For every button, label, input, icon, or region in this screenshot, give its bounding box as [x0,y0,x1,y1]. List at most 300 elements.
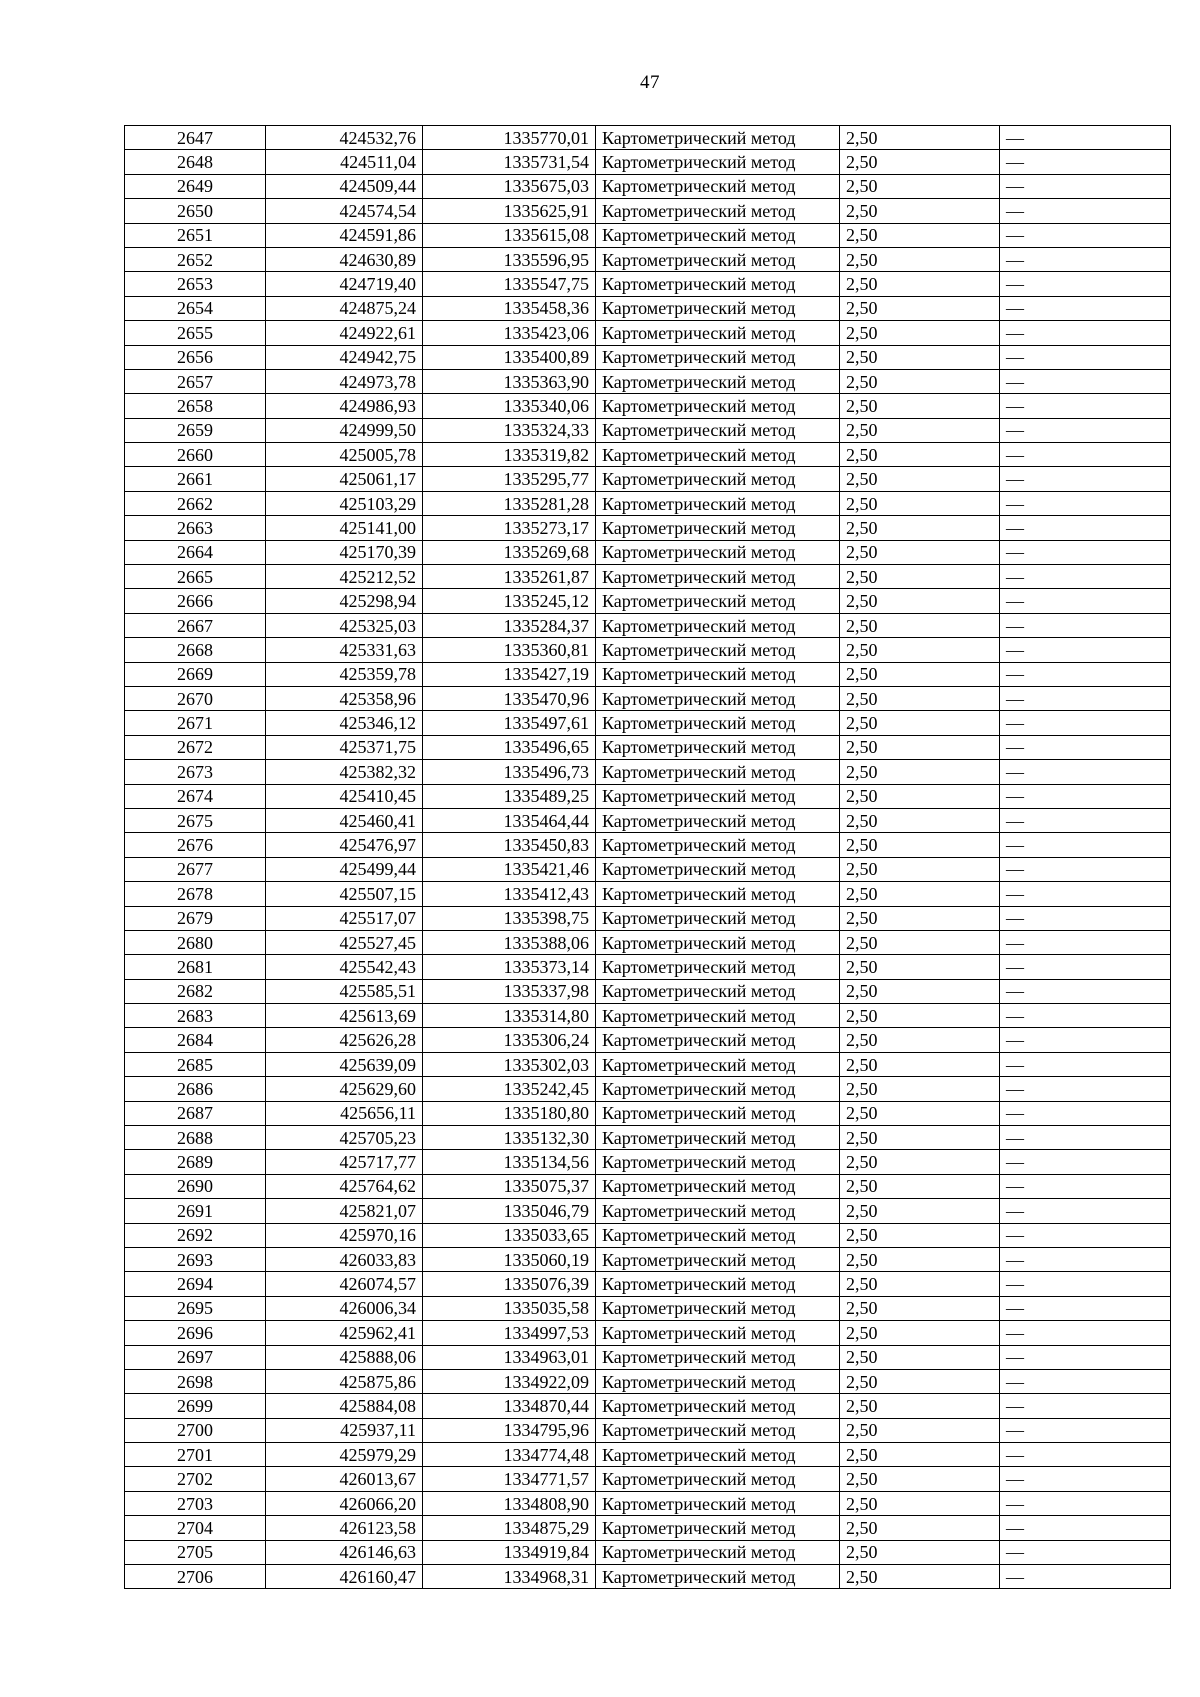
description-cell: — [1000,1150,1171,1174]
method-cell: Картометрический метод [596,126,840,150]
x-coordinate-cell: 425970,16 [266,1223,423,1247]
accuracy-cell: 2,50 [840,1077,1000,1101]
point-number-cell: 2683 [125,1004,266,1028]
accuracy-cell: 2,50 [840,199,1000,223]
y-coordinate-cell: 1335180,80 [423,1101,596,1125]
table-row [125,296,1171,320]
accuracy-cell: 2,50 [840,613,1000,637]
table-row [125,1394,1171,1418]
table-row [125,1321,1171,1345]
point-number-cell: 2653 [125,272,266,296]
accuracy-cell: 2,50 [840,174,1000,198]
accuracy-cell: 2,50 [840,516,1000,540]
table-row [125,247,1171,271]
point-number-cell: 2679 [125,906,266,930]
table-row [125,1418,1171,1442]
accuracy-cell: 2,50 [840,711,1000,735]
x-coordinate-cell: 426006,34 [266,1296,423,1320]
description-cell: — [1000,272,1171,296]
x-coordinate-cell: 425298,94 [266,589,423,613]
accuracy-cell: 2,50 [840,1491,1000,1515]
y-coordinate-cell: 1335337,98 [423,979,596,1003]
accuracy-cell: 2,50 [840,808,1000,832]
point-number-cell: 2668 [125,638,266,662]
description-cell: — [1000,1077,1171,1101]
description-cell: — [1000,735,1171,759]
description-cell: — [1000,784,1171,808]
y-coordinate-cell: 1335245,12 [423,589,596,613]
description-cell: — [1000,1101,1171,1125]
x-coordinate-cell: 425875,86 [266,1369,423,1393]
description-cell: — [1000,808,1171,832]
accuracy-cell: 2,50 [840,126,1000,150]
point-number-cell: 2647 [125,126,266,150]
table-row [125,1199,1171,1223]
table-row [125,784,1171,808]
method-cell: Картометрический метод [596,930,840,954]
x-coordinate-cell: 426066,20 [266,1491,423,1515]
y-coordinate-cell: 1335314,80 [423,1004,596,1028]
table-row [125,808,1171,832]
x-coordinate-cell: 425884,08 [266,1394,423,1418]
y-coordinate-cell: 1335731,54 [423,150,596,174]
point-number-cell: 2692 [125,1223,266,1247]
x-coordinate-cell: 424574,54 [266,199,423,223]
x-coordinate-cell: 425460,41 [266,808,423,832]
x-coordinate-cell: 424999,50 [266,418,423,442]
table-row [125,833,1171,857]
accuracy-cell: 2,50 [840,1321,1000,1345]
method-cell: Картометрический метод [596,1004,840,1028]
y-coordinate-cell: 1335489,25 [423,784,596,808]
x-coordinate-cell: 425979,29 [266,1443,423,1467]
table-row [125,1345,1171,1369]
accuracy-cell: 2,50 [840,150,1000,174]
table-row [125,174,1171,198]
method-cell: Картометрический метод [596,1150,840,1174]
table-row [125,272,1171,296]
table-row [125,930,1171,954]
accuracy-cell: 2,50 [840,930,1000,954]
y-coordinate-cell: 1335360,81 [423,638,596,662]
y-coordinate-cell: 1334870,44 [423,1394,596,1418]
x-coordinate-cell: 425527,45 [266,930,423,954]
method-cell: Картометрический метод [596,735,840,759]
accuracy-cell: 2,50 [840,1394,1000,1418]
description-cell: — [1000,1174,1171,1198]
y-coordinate-cell: 1335497,61 [423,711,596,735]
accuracy-cell: 2,50 [840,394,1000,418]
table-row [125,1004,1171,1028]
accuracy-cell: 2,50 [840,540,1000,564]
y-coordinate-cell: 1335284,37 [423,613,596,637]
x-coordinate-cell: 425346,12 [266,711,423,735]
x-coordinate-cell: 425542,43 [266,955,423,979]
description-cell: — [1000,199,1171,223]
method-cell: Картометрический метод [596,1028,840,1052]
table-row [125,1101,1171,1125]
y-coordinate-cell: 1335269,68 [423,540,596,564]
y-coordinate-cell: 1335458,36 [423,296,596,320]
method-cell: Картометрический метод [596,516,840,540]
table-row [125,1443,1171,1467]
point-number-cell: 2680 [125,930,266,954]
y-coordinate-cell: 1335423,06 [423,321,596,345]
table-row [125,662,1171,686]
x-coordinate-cell: 425499,44 [266,857,423,881]
description-cell: — [1000,174,1171,198]
accuracy-cell: 2,50 [840,1052,1000,1076]
x-coordinate-cell: 425585,51 [266,979,423,1003]
point-number-cell: 2676 [125,833,266,857]
accuracy-cell: 2,50 [840,1223,1000,1247]
accuracy-cell: 2,50 [840,345,1000,369]
method-cell: Картометрический метод [596,199,840,223]
table-row [125,1516,1171,1540]
description-cell: — [1000,467,1171,491]
accuracy-cell: 2,50 [840,1345,1000,1369]
method-cell: Картометрический метод [596,638,840,662]
table-row [125,589,1171,613]
description-cell: — [1000,979,1171,1003]
page-number: 47 [640,72,660,93]
method-cell: Картометрический метод [596,1345,840,1369]
y-coordinate-cell: 1334875,29 [423,1516,596,1540]
method-cell: Картометрический метод [596,1540,840,1564]
table-row [125,1296,1171,1320]
y-coordinate-cell: 1335132,30 [423,1126,596,1150]
method-cell: Картометрический метод [596,1565,840,1589]
accuracy-cell: 2,50 [840,1272,1000,1296]
accuracy-cell: 2,50 [840,638,1000,662]
description-cell: — [1000,1004,1171,1028]
method-cell: Картометрический метод [596,394,840,418]
description-cell: — [1000,1540,1171,1564]
point-number-cell: 2655 [125,321,266,345]
method-cell: Картометрический метод [596,565,840,589]
method-cell: Картометрический метод [596,1443,840,1467]
accuracy-cell: 2,50 [840,1199,1000,1223]
x-coordinate-cell: 425382,32 [266,760,423,784]
table-row [125,345,1171,369]
accuracy-cell: 2,50 [840,272,1000,296]
table-row [125,1126,1171,1150]
x-coordinate-cell: 424591,86 [266,223,423,247]
description-cell: — [1000,1369,1171,1393]
x-coordinate-cell: 425639,09 [266,1052,423,1076]
accuracy-cell: 2,50 [840,589,1000,613]
y-coordinate-cell: 1334919,84 [423,1540,596,1564]
accuracy-cell: 2,50 [840,1443,1000,1467]
accuracy-cell: 2,50 [840,1174,1000,1198]
table-row [125,882,1171,906]
y-coordinate-cell: 1334808,90 [423,1491,596,1515]
description-cell: — [1000,930,1171,954]
x-coordinate-cell: 425358,96 [266,686,423,710]
table-row [125,906,1171,930]
x-coordinate-cell: 425005,78 [266,443,423,467]
point-number-cell: 2670 [125,686,266,710]
point-number-cell: 2662 [125,491,266,515]
table-row [125,540,1171,564]
method-cell: Картометрический метод [596,1418,840,1442]
point-number-cell: 2661 [125,467,266,491]
y-coordinate-cell: 1335625,91 [423,199,596,223]
method-cell: Картометрический метод [596,979,840,1003]
point-number-cell: 2686 [125,1077,266,1101]
description-cell: — [1000,1223,1171,1247]
x-coordinate-cell: 425962,41 [266,1321,423,1345]
description-cell: — [1000,1443,1171,1467]
point-number-cell: 2666 [125,589,266,613]
point-number-cell: 2650 [125,199,266,223]
point-number-cell: 2673 [125,760,266,784]
y-coordinate-cell: 1335675,03 [423,174,596,198]
accuracy-cell: 2,50 [840,1565,1000,1589]
x-coordinate-cell: 425331,63 [266,638,423,662]
point-number-cell: 2654 [125,296,266,320]
description-cell: — [1000,1272,1171,1296]
accuracy-cell: 2,50 [840,1418,1000,1442]
description-cell: — [1000,565,1171,589]
y-coordinate-cell: 1335450,83 [423,833,596,857]
table-row [125,1565,1171,1589]
accuracy-cell: 2,50 [840,1028,1000,1052]
method-cell: Картометрический метод [596,321,840,345]
x-coordinate-cell: 425507,15 [266,882,423,906]
accuracy-cell: 2,50 [840,443,1000,467]
table-row [125,760,1171,784]
y-coordinate-cell: 1335615,08 [423,223,596,247]
x-coordinate-cell: 426074,57 [266,1272,423,1296]
description-cell: — [1000,711,1171,735]
description-cell: — [1000,1516,1171,1540]
x-coordinate-cell: 425629,60 [266,1077,423,1101]
x-coordinate-cell: 424973,78 [266,369,423,393]
y-coordinate-cell: 1335261,87 [423,565,596,589]
point-number-cell: 2682 [125,979,266,1003]
table-row [125,1247,1171,1271]
x-coordinate-cell: 425141,00 [266,516,423,540]
method-cell: Картометрический метод [596,1077,840,1101]
table-row [125,1223,1171,1247]
description-cell: — [1000,638,1171,662]
x-coordinate-cell: 425888,06 [266,1345,423,1369]
y-coordinate-cell: 1335464,44 [423,808,596,832]
point-number-cell: 2704 [125,1516,266,1540]
method-cell: Картометрический метод [596,491,840,515]
y-coordinate-cell: 1335295,77 [423,467,596,491]
point-number-cell: 2649 [125,174,266,198]
method-cell: Картометрический метод [596,1272,840,1296]
accuracy-cell: 2,50 [840,321,1000,345]
y-coordinate-cell: 1335273,17 [423,516,596,540]
point-number-cell: 2677 [125,857,266,881]
accuracy-cell: 2,50 [840,784,1000,808]
method-cell: Картометрический метод [596,1369,840,1393]
table-row [125,369,1171,393]
point-number-cell: 2672 [125,735,266,759]
x-coordinate-cell: 425410,45 [266,784,423,808]
table-row [125,150,1171,174]
table-row [125,1077,1171,1101]
accuracy-cell: 2,50 [840,735,1000,759]
point-number-cell: 2685 [125,1052,266,1076]
x-coordinate-cell: 425717,77 [266,1150,423,1174]
point-number-cell: 2693 [125,1247,266,1271]
y-coordinate-cell: 1335134,56 [423,1150,596,1174]
method-cell: Картометрический метод [596,467,840,491]
table-row [125,955,1171,979]
x-coordinate-cell: 425764,62 [266,1174,423,1198]
y-coordinate-cell: 1335373,14 [423,955,596,979]
accuracy-cell: 2,50 [840,223,1000,247]
method-cell: Картометрический метод [596,1052,840,1076]
x-coordinate-cell: 425705,23 [266,1126,423,1150]
table-row [125,857,1171,881]
accuracy-cell: 2,50 [840,686,1000,710]
table-row [125,711,1171,735]
x-coordinate-cell: 426013,67 [266,1467,423,1491]
x-coordinate-cell: 425626,28 [266,1028,423,1052]
table-row [125,979,1171,1003]
accuracy-cell: 2,50 [840,1004,1000,1028]
method-cell: Картометрический метод [596,272,840,296]
y-coordinate-cell: 1335412,43 [423,882,596,906]
method-cell: Картометрический метод [596,589,840,613]
method-cell: Картометрический метод [596,711,840,735]
description-cell: — [1000,686,1171,710]
y-coordinate-cell: 1334997,53 [423,1321,596,1345]
point-number-cell: 2698 [125,1369,266,1393]
table-row [125,686,1171,710]
description-cell: — [1000,345,1171,369]
description-cell: — [1000,150,1171,174]
y-coordinate-cell: 1334774,48 [423,1443,596,1467]
method-cell: Картометрический метод [596,882,840,906]
description-cell: — [1000,394,1171,418]
point-number-cell: 2689 [125,1150,266,1174]
y-coordinate-cell: 1335060,19 [423,1247,596,1271]
y-coordinate-cell: 1334963,01 [423,1345,596,1369]
method-cell: Картометрический метод [596,540,840,564]
x-coordinate-cell: 424509,44 [266,174,423,198]
method-cell: Картометрический метод [596,1296,840,1320]
point-number-cell: 2699 [125,1394,266,1418]
description-cell: — [1000,1247,1171,1271]
accuracy-cell: 2,50 [840,491,1000,515]
description-cell: — [1000,589,1171,613]
y-coordinate-cell: 1335388,06 [423,930,596,954]
table-row [125,1540,1171,1564]
description-cell: — [1000,906,1171,930]
method-cell: Картометрический метод [596,174,840,198]
description-cell: — [1000,418,1171,442]
x-coordinate-cell: 425371,75 [266,735,423,759]
description-cell: — [1000,516,1171,540]
description-cell: — [1000,126,1171,150]
coordinates-table-body [125,126,1171,1589]
x-coordinate-cell: 425061,17 [266,467,423,491]
x-coordinate-cell: 425212,52 [266,565,423,589]
method-cell: Картометрический метод [596,1223,840,1247]
method-cell: Картометрический метод [596,418,840,442]
description-cell: — [1000,223,1171,247]
y-coordinate-cell: 1334968,31 [423,1565,596,1589]
x-coordinate-cell: 424532,76 [266,126,423,150]
point-number-cell: 2684 [125,1028,266,1052]
table-row [125,467,1171,491]
table-row [125,321,1171,345]
x-coordinate-cell: 425325,03 [266,613,423,637]
method-cell: Картометрический метод [596,223,840,247]
table-row [125,1028,1171,1052]
y-coordinate-cell: 1335400,89 [423,345,596,369]
y-coordinate-cell: 1334922,09 [423,1369,596,1393]
point-number-cell: 2678 [125,882,266,906]
y-coordinate-cell: 1335319,82 [423,443,596,467]
description-cell: — [1000,540,1171,564]
table-row [125,491,1171,515]
accuracy-cell: 2,50 [840,955,1000,979]
x-coordinate-cell: 424875,24 [266,296,423,320]
point-number-cell: 2669 [125,662,266,686]
method-cell: Картометрический метод [596,613,840,637]
accuracy-cell: 2,50 [840,247,1000,271]
method-cell: Картометрический метод [596,1467,840,1491]
y-coordinate-cell: 1334771,57 [423,1467,596,1491]
description-cell: — [1000,1345,1171,1369]
y-coordinate-cell: 1335033,65 [423,1223,596,1247]
point-number-cell: 2658 [125,394,266,418]
x-coordinate-cell: 425170,39 [266,540,423,564]
y-coordinate-cell: 1335324,33 [423,418,596,442]
point-number-cell: 2675 [125,808,266,832]
method-cell: Картометрический метод [596,1247,840,1271]
y-coordinate-cell: 1335076,39 [423,1272,596,1296]
accuracy-cell: 2,50 [840,1126,1000,1150]
x-coordinate-cell: 426033,83 [266,1247,423,1271]
description-cell: — [1000,1296,1171,1320]
accuracy-cell: 2,50 [840,565,1000,589]
y-coordinate-cell: 1335496,73 [423,760,596,784]
accuracy-cell: 2,50 [840,662,1000,686]
point-number-cell: 2648 [125,150,266,174]
accuracy-cell: 2,50 [840,296,1000,320]
accuracy-cell: 2,50 [840,1540,1000,1564]
point-number-cell: 2663 [125,516,266,540]
table-row [125,418,1171,442]
x-coordinate-cell: 426123,58 [266,1516,423,1540]
description-cell: — [1000,882,1171,906]
description-cell: — [1000,369,1171,393]
x-coordinate-cell: 425613,69 [266,1004,423,1028]
method-cell: Картометрический метод [596,686,840,710]
point-number-cell: 2681 [125,955,266,979]
x-coordinate-cell: 425476,97 [266,833,423,857]
description-cell: — [1000,1467,1171,1491]
table-row [125,223,1171,247]
x-coordinate-cell: 424630,89 [266,247,423,271]
y-coordinate-cell: 1335306,24 [423,1028,596,1052]
point-number-cell: 2705 [125,1540,266,1564]
coordinates-table [124,125,1171,1589]
y-coordinate-cell: 1335470,96 [423,686,596,710]
point-number-cell: 2671 [125,711,266,735]
point-number-cell: 2695 [125,1296,266,1320]
table-row [125,394,1171,418]
x-coordinate-cell: 424942,75 [266,345,423,369]
